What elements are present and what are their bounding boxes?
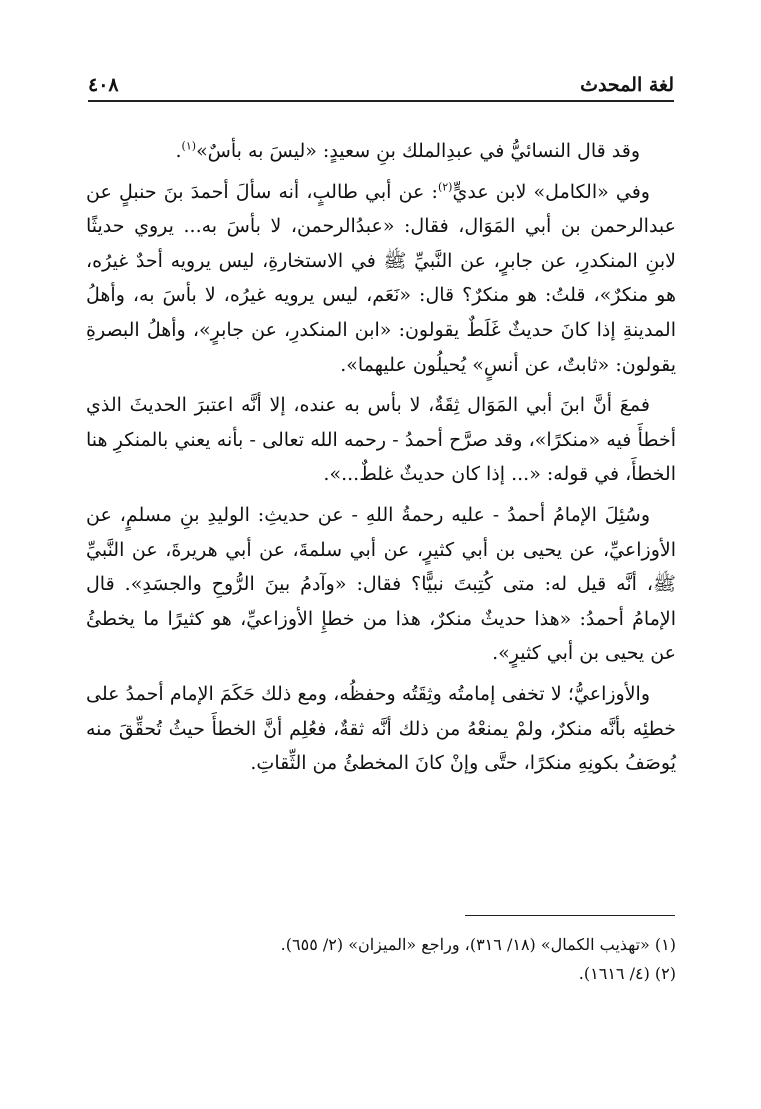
paragraph-4	[86, 498, 676, 671]
footnote-marker-1: (١)	[181, 139, 197, 153]
footnote-marker-2: (٢)	[437, 180, 453, 194]
paragraph-tail: .	[175, 140, 182, 162]
paragraph-1	[86, 134, 676, 169]
paragraph-tail: : عن أبي طالبٍ، أنه سألَ أحمدَ بنَ حنبلٍ عن عبدالرحمن بن أبي المَوَال، فقال: «عبدُالرحمن، لا بأسَ به... يروي حديثًا لابنِ المنكدرِ، عن جابرٍ، عن النَّبيِّ ﷺ في الاستخارةِ، ليس يرويه أحدٌ غيرُه، هو منكرٌ»، قلتُ: هو منكرٌ؟ قال: «نَعَم، ليس يرويه غيرُه، لا بأسَ به، وأهلُ المدينةِ إذا كانَ حديثٌ غَلَطٌ يقولون: «ابن المنكدرِ، عن جابرٍ»، وأهلُ البصرةِ يقولون: «ثابتٌ، عن أنسٍ» يُحيلُون عليهما».	[86, 180, 676, 376]
paragraph-3	[86, 388, 676, 492]
running-title: لغة المحدث	[580, 74, 674, 96]
paragraph-2	[86, 175, 676, 383]
paragraph-text: وفي «الكامل» لابن عديٍّ	[452, 180, 650, 203]
paragraph-text: وسُئِلَ الإمامُ أحمدُ - عليه رحمةُ اللهِ - عن حديثِ: الوليدِ بنِ مسلمٍ، عن الأوزاعيِّ، عن يحيى بن أبي كثيرٍ، عن أبي سلمةَ، عن أبي هريرةَ، عن النَّبيِّ ﷺ، أنَّه قيل له: متى كُتِبتَ نبيًّا؟ فقال: «وآدمُ بينَ الرُّوحِ والجسَدِ». قال الإمامُ أحمدُ: «هذا حديثٌ منكرٌ، هذا من خطإِ الأوزاعيِّ، هو كثيرًا ما يخطئُ عن يحيى بن أبي كثيرٍ».	[86, 503, 676, 665]
paragraph-text: وقد قال النسائيُّ في عبدِالملك بنِ سعيدٍ: «ليسَ به بأسٌ»	[196, 140, 640, 162]
main-text	[86, 134, 676, 787]
footnote-1: (١) «تهذيب الكمال» (١٨/ ٣١٦)، وراجع «الميزان» (٢/ ٦٥٥).	[280, 935, 676, 954]
footnote-2: (٢) (٤/ ١٦١٦).	[578, 964, 676, 983]
footnotes	[86, 930, 676, 988]
running-header	[88, 62, 674, 96]
page-number: ٤٠٨	[88, 74, 119, 96]
footnote-separator	[465, 915, 675, 916]
paragraph-5	[86, 677, 676, 781]
paragraph-text: فمعَ أنَّ ابنَ أبي المَوَال ثِقَةٌ، لا بأس به عنده، إلا أنَّه اعتبرَ الحديثَ الذي أخطأَ فيه «منكرًا»، وقد صرَّح أحمدُ - رحمه الله تعالى - بأنه يعني بالمنكرِ هنا الخطأَ، في قوله: «... إذا كان حديثٌ غلطٌ...».	[86, 394, 676, 486]
paragraph-text: والأوزاعيُّ؛ لا تخفى إمامتُه وثِقَتُه وحفظُه، ومع ذلك حَكَمَ الإمام أحمدُ على خطئِه بأنَّه منكرٌ، ولمْ يمنعْهُ من ذلك أنَّه ثقةٌ، فعُلِم أنَّ الخطأَ حيثُ تُحقِّقَ منه يُوصَفُ بكونِهِ منكرًا، حتَّى وإنْ كانَ المخطئُ من الثِّقاتِ.	[86, 682, 676, 775]
header-rule	[88, 100, 674, 102]
